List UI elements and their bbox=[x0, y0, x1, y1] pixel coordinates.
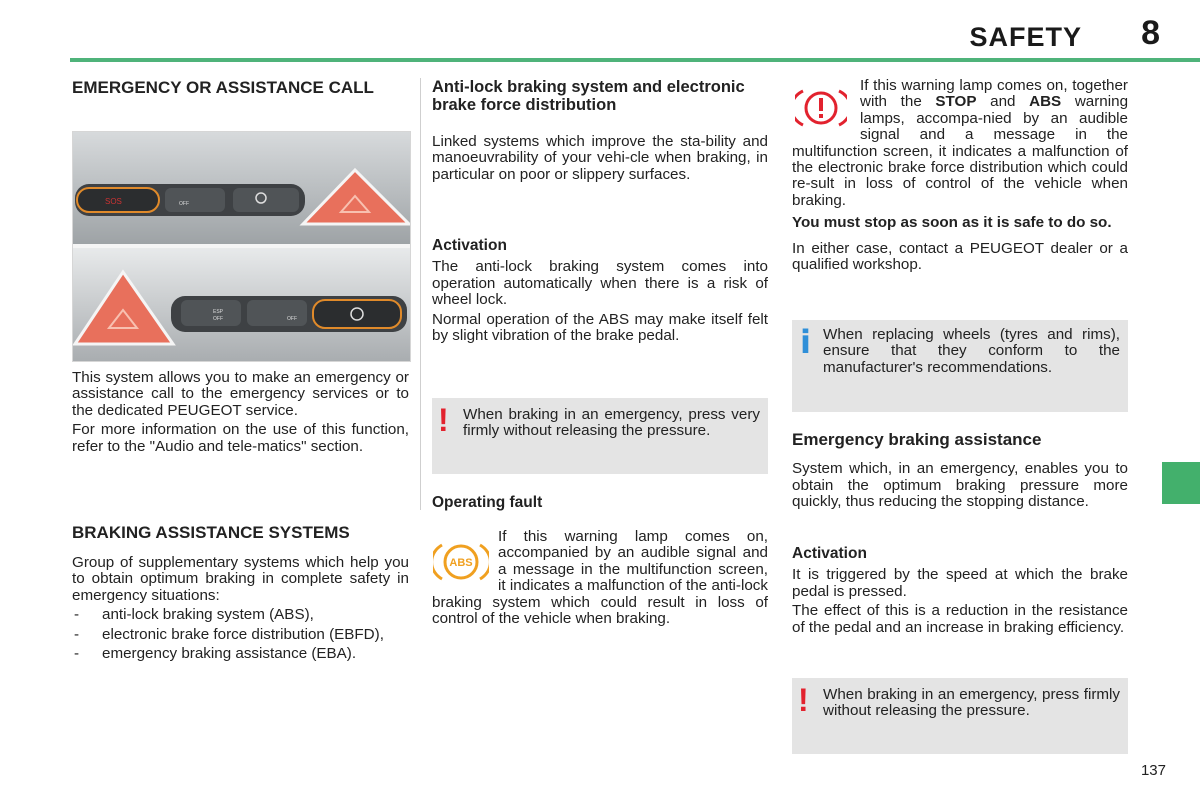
heading-emergency-braking-assistance: Emergency braking assistance bbox=[792, 430, 1042, 449]
abs-icon-label: ABS bbox=[449, 557, 473, 569]
off-button-label-2: OFF bbox=[287, 316, 297, 322]
chapter-side-tab bbox=[1162, 462, 1200, 504]
esp-off-label: OFF bbox=[213, 316, 223, 322]
stop-label: STOP bbox=[935, 93, 977, 111]
and-text: and bbox=[976, 93, 1030, 111]
paragraph-more-info: For more information on the use of this function, refer to the "Audio and tele-matics" section. bbox=[72, 421, 409, 455]
list-item: - emergency braking assistance (EBA). bbox=[72, 646, 409, 662]
heading-braking-assistance: BRAKING ASSISTANCE SYSTEMS bbox=[72, 523, 350, 542]
heading-abs-ebfd: Anti-lock braking system and electronic brake force distribution bbox=[432, 78, 745, 114]
heading-operating-fault: Operating fault bbox=[432, 494, 543, 511]
paragraph-must-stop: You must stop as soon as it is safe to do so. bbox=[792, 214, 1112, 232]
paragraph-eba-system: System which, in an emergency, enables you to obtain the optimum braking pressure more quickly, thus reducing the stopping distance. bbox=[792, 460, 1128, 511]
info-box-replacing-wheels bbox=[792, 320, 1128, 412]
header-rule bbox=[70, 58, 1200, 62]
column-divider bbox=[420, 78, 421, 510]
column-1-braking bbox=[72, 523, 409, 665]
heading-activation: Activation bbox=[432, 237, 507, 254]
paragraph-abs-fault: If this warning lamp comes on, accompanied by an audible signal and a message in the multifunction screen, it indicates a malfunction of the anti-lock braking system which could result in loss of control of the vehicle when braking. bbox=[432, 528, 768, 628]
warning-text: When braking in an emergency, press firmly without releasing the pressure. bbox=[823, 686, 1120, 720]
warning-box-press-firmly bbox=[792, 678, 1128, 754]
column-2-activation bbox=[432, 238, 768, 347]
paragraph-either-case: In either case, contact a PEUGEOT dealer or a qualified workshop. bbox=[792, 239, 1128, 274]
warning-box-press-very-firmly bbox=[432, 398, 768, 474]
paragraph-normal-operation: Normal operation of the ABS may make itself felt by slight vibration of the brake pedal. bbox=[432, 310, 768, 345]
info-icon: i bbox=[800, 323, 811, 361]
off-button-label: OFF bbox=[179, 201, 189, 207]
page-section-title: SAFETY bbox=[969, 22, 1082, 52]
column-3-activation bbox=[792, 546, 1128, 639]
list-item: - anti-lock braking system (ABS), bbox=[72, 607, 409, 623]
warning-intro: If this warning lamp comes on, together with the bbox=[860, 77, 1128, 111]
dashboard-buttons-photo bbox=[72, 131, 411, 362]
esp-button-label: ESP bbox=[213, 309, 224, 315]
column-1-body bbox=[72, 370, 409, 458]
paragraph-system-allows: This system allows you to make an emergency or assistance call to the emergency services or to the dedicated PEUGEOT service. bbox=[72, 369, 409, 419]
heading-activation: Activation bbox=[792, 545, 867, 562]
braking-systems-list bbox=[72, 607, 409, 662]
warning-exclamation-icon: ! bbox=[798, 682, 809, 718]
warning-rest: warning lamps, accompa-nied by an audible signal and a message in the multifunction screen, it indicates a malfunction of the electronic brake force distribution which could re-sult in loss of control of the vehicle when braking. bbox=[792, 93, 1129, 209]
list-item: - electronic brake force distribution (EBFD), bbox=[72, 627, 409, 643]
column-2 bbox=[432, 78, 768, 186]
paragraph-group-systems: Group of supplementary systems which help you to obtain optimum braking in complete safety in emergency situations: bbox=[72, 554, 409, 604]
sos-button-label: SOS bbox=[105, 197, 122, 206]
page-number: 137 bbox=[1140, 762, 1166, 779]
info-text: When replacing wheels (tyres and rims), ensure that they conform to the manufacturer's recommendations. bbox=[823, 326, 1120, 376]
column-3 bbox=[792, 78, 1128, 276]
column-1 bbox=[72, 78, 409, 97]
paragraph-abs-comes-into-operation: The anti-lock braking system comes into operation automatically when there is a risk of wheel lock. bbox=[432, 258, 768, 309]
paragraph-effect: The effect of this is a reduction in the resistance of the pedal and an increase in braking efficiency. bbox=[792, 602, 1128, 636]
warning-exclamation-icon: ! bbox=[438, 402, 449, 438]
column-3-eba bbox=[792, 432, 1128, 514]
column-2-fault bbox=[432, 495, 768, 511]
column-2-fault-text bbox=[432, 529, 768, 630]
warning-text: When braking in an emergency, press very firmly without releasing the pressure. bbox=[463, 406, 760, 440]
paragraph-linked-systems: Linked systems which improve the sta-bility and manoeuvrability of your vehi-cle when braking, in particular on poor or slippery surfaces. bbox=[432, 133, 768, 183]
abs-label: ABS bbox=[1029, 93, 1062, 111]
heading-emergency-call: EMERGENCY OR ASSISTANCE CALL bbox=[72, 78, 374, 97]
dashboard-photo-illustration bbox=[73, 132, 410, 361]
chapter-number: 8 bbox=[1141, 14, 1160, 52]
paragraph-triggered: It is triggered by the speed at which the brake pedal is pressed. bbox=[792, 566, 1128, 600]
